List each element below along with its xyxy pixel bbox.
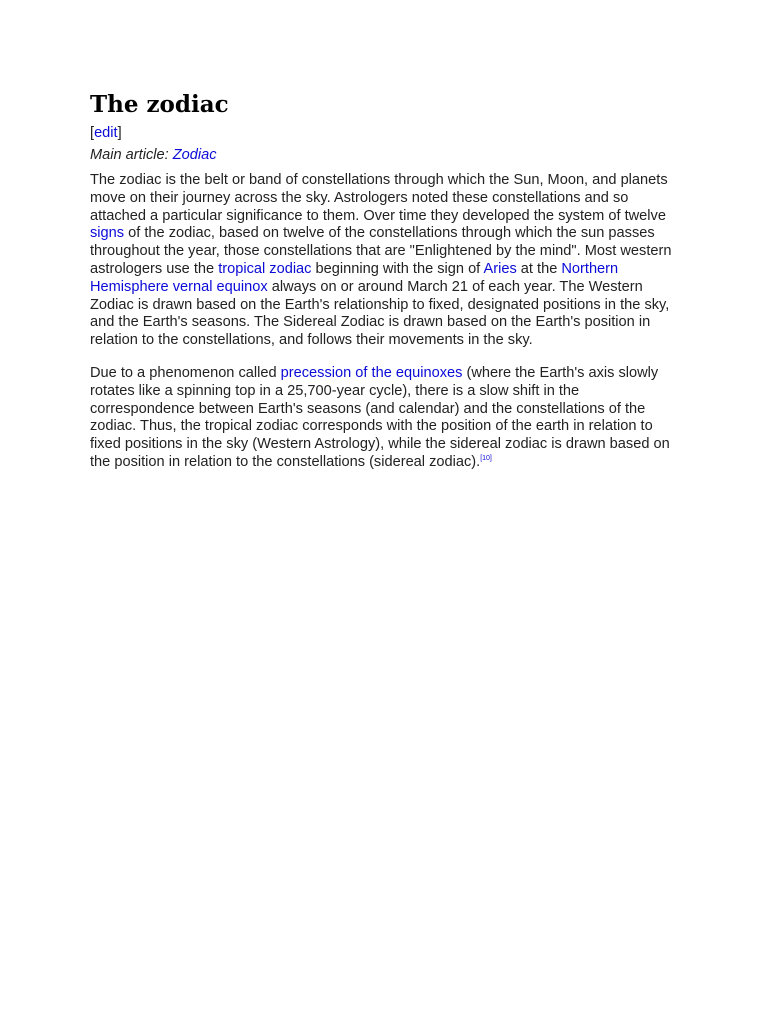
- edit-section-link-wrapper: [90, 124, 682, 142]
- paragraph-1-text-5: always on or around March 21 of each year. The Western Zodiac is drawn based on the Earth's relationship to fixed, designated positions in the sky, and the Earth's seasons. The Sidereal Zodiac is drawn based on the Earth's position in relation to the constellations, and follows their movements in the sky.: [90, 278, 670, 349]
- paragraph-1-text-3: beginning with the sign of: [311, 260, 484, 277]
- paragraph-2-text-1: Due to a phenomenon called: [90, 364, 281, 381]
- reference-link[interactable]: [10]: [480, 454, 492, 462]
- paragraph-1-text-4: at the: [516, 260, 562, 277]
- tropical-zodiac-link[interactable]: tropical zodiac: [218, 260, 312, 277]
- vernal-equinox-link[interactable]: Northern Hemisphere vernal equinox: [90, 260, 619, 295]
- signs-link[interactable]: signs: [90, 225, 125, 242]
- paragraph-2-text-2: (where the Earth's axis slowly rotates like a spinning top in a 25,700-year cycle), there is a slow shift in the correspondence between Earth's seasons (and calendar) and the constellations of the zodiac. Thus, the tropical zodiac corresponds with the position of the earth in relation to fixed positions in the sky (Western Astrology), while the sidereal zodiac is drawn based on the position in relation to the constellations (sidereal zodiac).: [90, 364, 670, 470]
- paragraph-1: [90, 172, 682, 350]
- main-article-hatnote: [90, 146, 682, 164]
- paragraph-1-text-2: of the zodiac, based on twelve of the constellations through which the sun passes throughout the year, those constellations that are "Enlightened by the mind". Most western astrologers use the: [90, 225, 672, 277]
- main-article-link[interactable]: Zodiac: [172, 147, 217, 163]
- article-section: [90, 90, 682, 472]
- edit-open-bracket: [: [90, 125, 95, 141]
- aries-link[interactable]: Aries: [483, 260, 517, 277]
- main-article-prefix: Main article:: [90, 147, 173, 163]
- paragraph-2: [90, 365, 682, 472]
- edit-close-bracket: ]: [117, 125, 122, 141]
- paragraph-1-text-1: The zodiac is the belt or band of constellations through which the Sun, Moon, and planets move on their journey across the sky. Astrologers noted these constellations and so attached a particular significance to them. Over time they developed the system of twelve: [90, 172, 668, 224]
- section-heading: The zodiac: [90, 91, 229, 118]
- edit-link[interactable]: edit: [94, 125, 118, 141]
- precession-link[interactable]: precession of the equinoxes: [280, 364, 463, 381]
